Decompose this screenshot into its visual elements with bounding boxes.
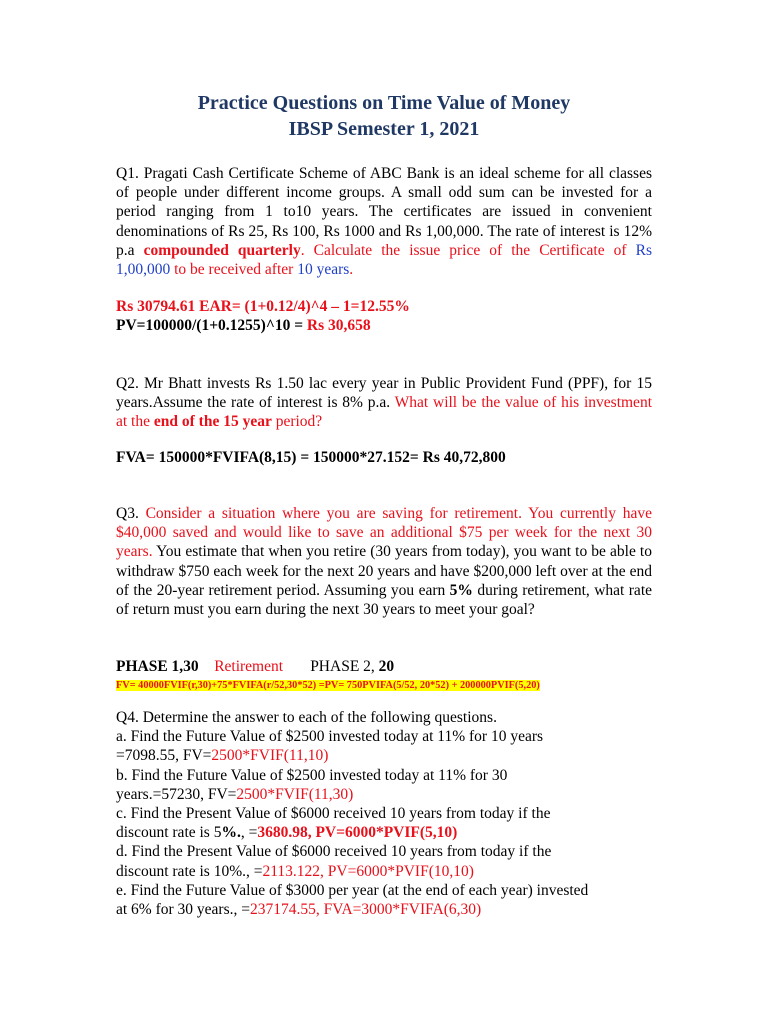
q4-e-line2 xyxy=(116,900,652,919)
q3-formula: FV= 40000FVIF(r,30)+75*FVIFA(r/52,30*52) =PV= 750PVIFA(5/52, 20*52) + 200000PVIF(5,20) xyxy=(116,680,540,691)
q4-b-answer: years.=57230, FV= xyxy=(116,785,237,803)
q2-answer: FVA= 150000*FVIFA(8,15) = 150000*27.152= Rs 40,72,800 xyxy=(116,449,506,466)
q4-c-formula: 3680.98, PV=6000*PVIF(5,10) xyxy=(257,824,458,842)
q4-e-formula: 237174.55, FVA=3000*FVIFA(6,30) xyxy=(250,901,482,919)
q1-answer xyxy=(116,297,652,335)
q1-amount: Rs 1,00,000 xyxy=(116,241,652,279)
document-subtitle: IBSP Semester 1, 2021 xyxy=(288,118,480,140)
q4-a-answer: =7098.55, FV= xyxy=(116,747,212,765)
q4-b-line1: b. Find the Future Value of $2500 invested today at 11% for 30 xyxy=(116,766,508,784)
q4-c-pct: %. xyxy=(221,824,241,842)
q4-e-text: at 6% for 30 years., = xyxy=(116,901,250,919)
q4-intro: Q4. Determine the answer to each of the following questions. xyxy=(116,709,497,726)
question-3 xyxy=(116,504,652,619)
q1-answer-line1: Rs 30794.61 EAR= (1+0.12/4)^4 – 1=12.55% xyxy=(116,298,410,315)
q3-pct: 5% xyxy=(449,581,473,599)
question-4 xyxy=(116,708,652,919)
q4-d-text: discount rate is 10%., = xyxy=(116,862,263,880)
q4-e-line1: e. Find the Future Value of $3000 per year (at the end of each year) invested xyxy=(116,881,589,899)
q2-red-c: period? xyxy=(271,413,323,431)
q4-d-line2 xyxy=(116,862,652,881)
q1-calc: . Calculate the issue price of the Certificate of xyxy=(300,241,636,259)
q3-phase1: PHASE 1,30 xyxy=(116,658,199,675)
document-title: Practice Questions on Time Value of Money xyxy=(197,92,571,114)
q3-retirement: Retirement xyxy=(214,658,284,675)
q3-phase2: PHASE 2, xyxy=(310,658,379,675)
q2-red-b: end of the 15 year xyxy=(153,413,272,431)
q2-text: Q2. Mr Bhatt invests Rs 1.50 lac every year in Public Provident Fund (PPF), for 15 years.Assume the rate of interest is 8% p.a. xyxy=(116,375,652,412)
title-block xyxy=(0,90,768,142)
question-2 xyxy=(116,374,652,432)
q4-c-line2 xyxy=(116,823,652,842)
q3-phase2-years: 20 xyxy=(378,658,395,675)
q4-d-line1: d. Find the Present Value of $6000 received 10 years from today if the xyxy=(116,843,552,861)
q3-label: Q3. xyxy=(116,505,146,522)
q3-formula-wrap xyxy=(116,674,652,693)
q1-text: Q1. Pragati Cash Certificate Scheme of ABC Bank is an ideal scheme for all classes of people under different income groups. A small odd sum can be invested for a period ranging from 1 to10 years. The certificates are issued in convenient denominations of Rs 25, Rs 100, Rs 1000 and Rs 1,00,000. The rate of interest is 12% p.a xyxy=(116,165,652,259)
q4-b-formula: 2500*FVIF(11,30) xyxy=(236,785,354,803)
q4-d-formula: 2113.122, PV=6000*PVIF(10,10) xyxy=(262,862,474,880)
q1-years: 10 years xyxy=(297,261,350,279)
q4-c-line1: c. Find the Present Value of $6000 received 10 years from today if the xyxy=(116,805,551,823)
q4-c-text: discount rate is 5 xyxy=(116,824,222,842)
q3-red: Consider a situation where you are saving for retirement. You currently have $40,000 saved and would like to save an additional $75 per week for the next 30 years. xyxy=(116,505,652,561)
q1-answer-formula: PV=100000/(1+0.1255)^10 = xyxy=(116,317,307,335)
q3-text-b: during retirement, what rate of return must you earn during the next 30 years to meet your goal? xyxy=(116,581,653,619)
question-1 xyxy=(116,164,652,279)
q1-answer-line2 xyxy=(116,316,652,335)
q3-text-a: You estimate that when you retire (30 years from today), you want to be able to withdraw $750 each week for the next 20 years and have $200,000 left over at the end of the 20-year retirement period. Assuming you earn xyxy=(116,543,652,599)
q4-a-formula: 2500*FVIF(11,10) xyxy=(211,747,329,765)
q4-b-line2 xyxy=(116,785,652,804)
q1-received: to be received after xyxy=(170,261,298,279)
q2-red-a: What will be the value of his investment at the xyxy=(116,394,652,431)
q4-a-line1: a. Find the Future Value of $2500 invested today at 11% for 10 years xyxy=(116,728,544,746)
q4-c-eq: , = xyxy=(240,824,258,842)
q1-compounded: compounded quarterly xyxy=(143,241,301,259)
q1-answer-value: Rs 30,658 xyxy=(306,317,371,335)
q1-period: . xyxy=(349,261,354,279)
q4-a-line2 xyxy=(116,746,652,765)
